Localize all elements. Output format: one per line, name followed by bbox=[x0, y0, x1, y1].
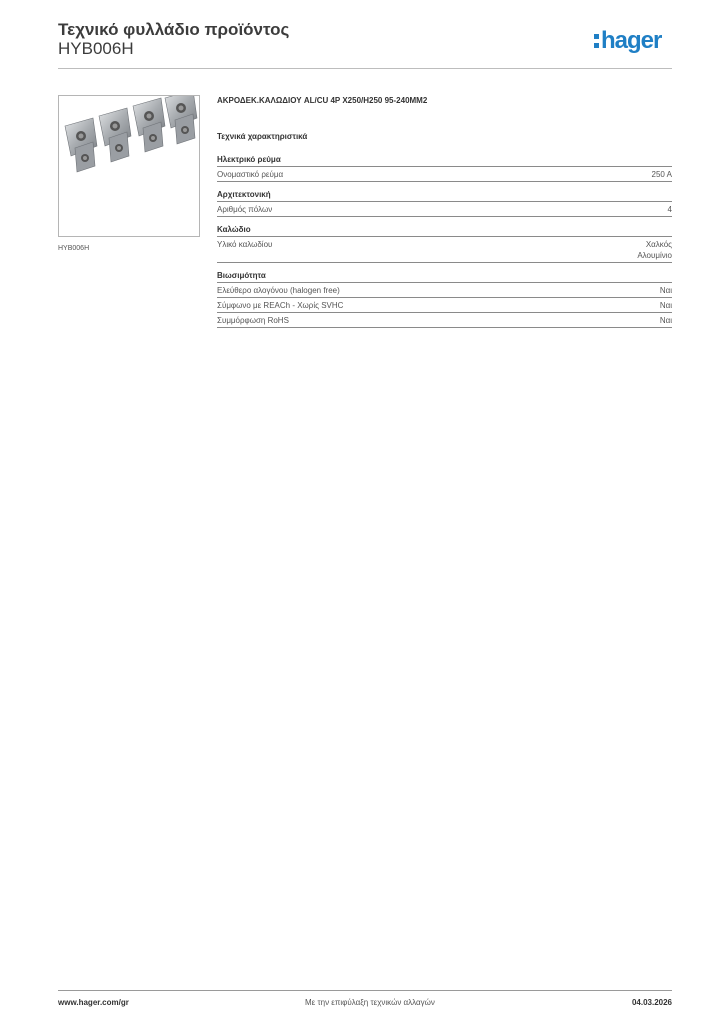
header-divider bbox=[58, 68, 672, 69]
spec-label: Σύμφωνο με REACh - Χωρίς SVHC bbox=[217, 301, 344, 310]
spec-label: Ελεύθερο αλογόνου (halogen free) bbox=[217, 286, 340, 295]
section-cable bbox=[217, 225, 672, 263]
spec-row bbox=[217, 167, 672, 182]
footer-date: 04.03.2026 bbox=[631, 998, 672, 1007]
section-sustainability bbox=[217, 271, 672, 328]
spec-value bbox=[637, 239, 672, 261]
footer-note: Με την επιφύλαξη τεχνικών αλλαγών bbox=[305, 998, 435, 1007]
section-electric-current bbox=[217, 155, 672, 182]
spec-row bbox=[217, 202, 672, 217]
product-code: HYB006H bbox=[58, 39, 134, 58]
spec-value: Ναι bbox=[659, 286, 672, 295]
product-name: ΑΚΡΟΔΕΚ.ΚΑΛΩΔΙΟΥ AL/CU 4P X250/H250 95-240MM2 bbox=[217, 96, 428, 105]
spec-value: Ναι bbox=[659, 301, 672, 310]
spec-label: Υλικό καλωδίου bbox=[217, 240, 273, 249]
section-architecture bbox=[217, 190, 672, 217]
spec-value-line: Χαλκός bbox=[645, 240, 672, 249]
footer-website-link[interactable]: www.hager.com/gr bbox=[58, 998, 129, 1007]
section-title: Καλώδιο bbox=[217, 225, 672, 237]
image-caption: HYB006H bbox=[58, 245, 90, 252]
product-image bbox=[58, 95, 200, 237]
terminal-clamps-illustration bbox=[59, 96, 199, 236]
logo-dots-icon bbox=[594, 34, 599, 48]
spec-label: Συμμόρφωση RoHS bbox=[217, 316, 289, 325]
hager-logo bbox=[594, 28, 661, 54]
spec-row bbox=[217, 283, 672, 298]
product-details bbox=[217, 96, 672, 336]
tech-characteristics-heading: Τεχνικά χαρακτηριστικά bbox=[217, 132, 308, 141]
spec-value: 4 bbox=[667, 205, 672, 214]
section-title: Ηλεκτρικό ρεύμα bbox=[217, 155, 672, 167]
spec-value: 250 A bbox=[651, 170, 672, 179]
section-title: Αρχιτεκτονική bbox=[217, 190, 672, 202]
page-title: Τεχνικό φυλλάδιο προϊόντος bbox=[58, 20, 290, 39]
spec-label: Ονομαστικό ρεύμα bbox=[217, 170, 284, 179]
spec-label: Αριθμός πόλων bbox=[217, 205, 273, 214]
spec-row bbox=[217, 298, 672, 313]
spec-row bbox=[217, 313, 672, 328]
logo-text: hager bbox=[601, 27, 662, 54]
spec-row bbox=[217, 237, 672, 263]
footer-divider bbox=[58, 990, 672, 991]
spec-value-line: Αλουμίνιο bbox=[637, 251, 672, 260]
spec-value: Ναι bbox=[659, 316, 672, 325]
section-title: Βιωσιμότητα bbox=[217, 271, 672, 283]
